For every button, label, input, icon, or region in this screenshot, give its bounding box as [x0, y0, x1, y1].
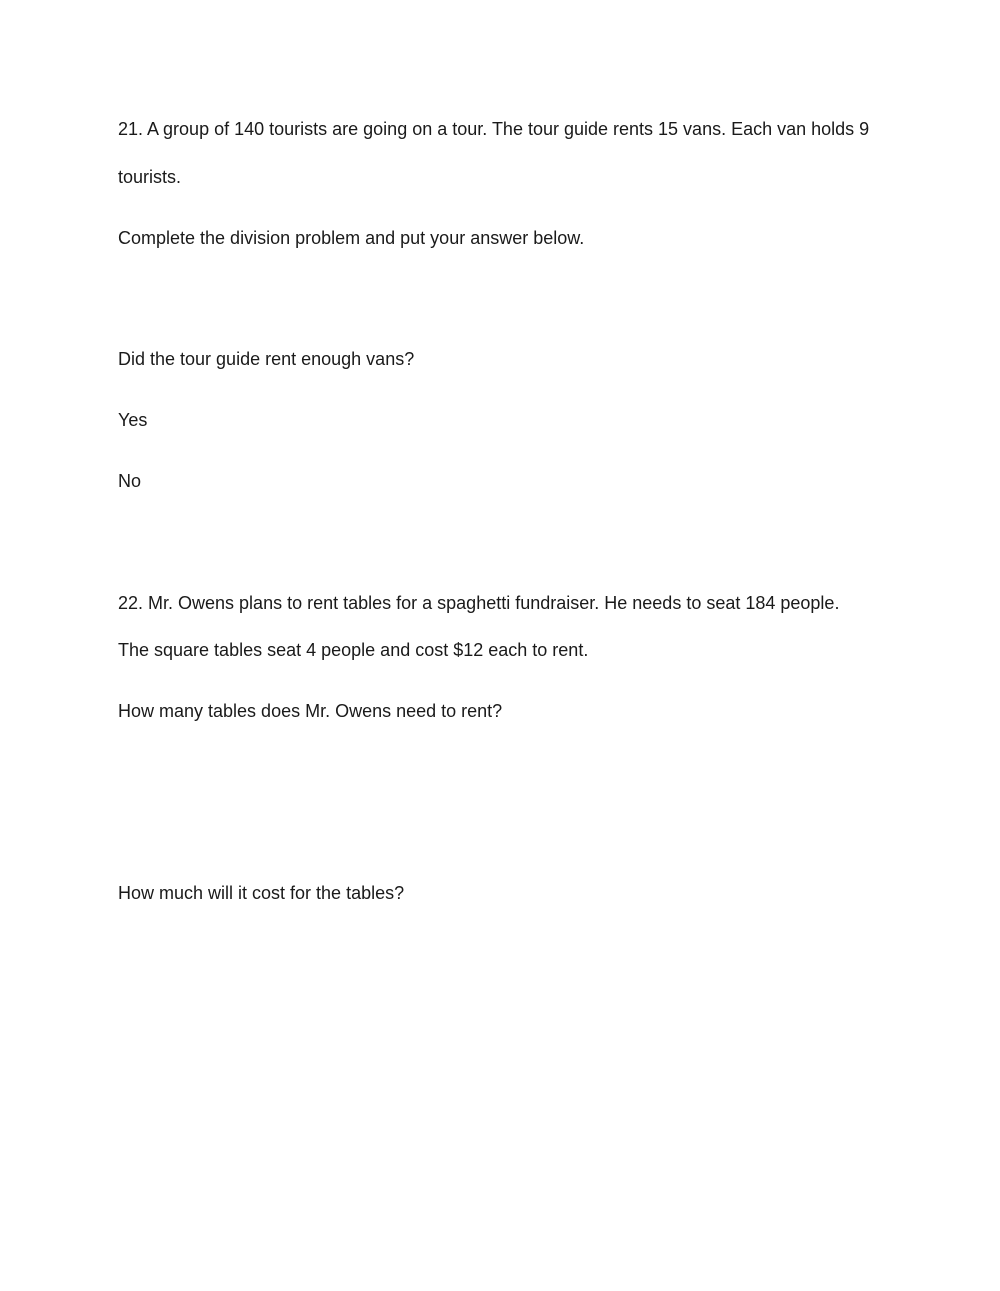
question-21-text-line-1: 21. A group of 140 tourists are going on a tour. The tour guide rents 15 vans. Each van holds 9: [118, 119, 870, 139]
question-21-instruction: Complete the division problem and put your answer below.: [118, 228, 585, 248]
question-21-text-line-2: tourists.: [118, 167, 182, 187]
answer-option-yes[interactable]: Yes: [118, 410, 148, 430]
question-22-prompt-tables: How many tables does Mr. Owens need to rent?: [118, 701, 503, 721]
question-22-text-line-1: 22. Mr. Owens plans to rent tables for a spaghetti fundraiser. He needs to seat 184 people.: [118, 593, 840, 613]
question-21-prompt: Did the tour guide rent enough vans?: [118, 349, 415, 369]
question-22-prompt-cost: How much will it cost for the tables?: [118, 883, 405, 903]
question-22-text-line-2: The square tables seat 4 people and cost $12 each to rent.: [118, 640, 589, 660]
answer-option-no[interactable]: No: [118, 471, 142, 491]
